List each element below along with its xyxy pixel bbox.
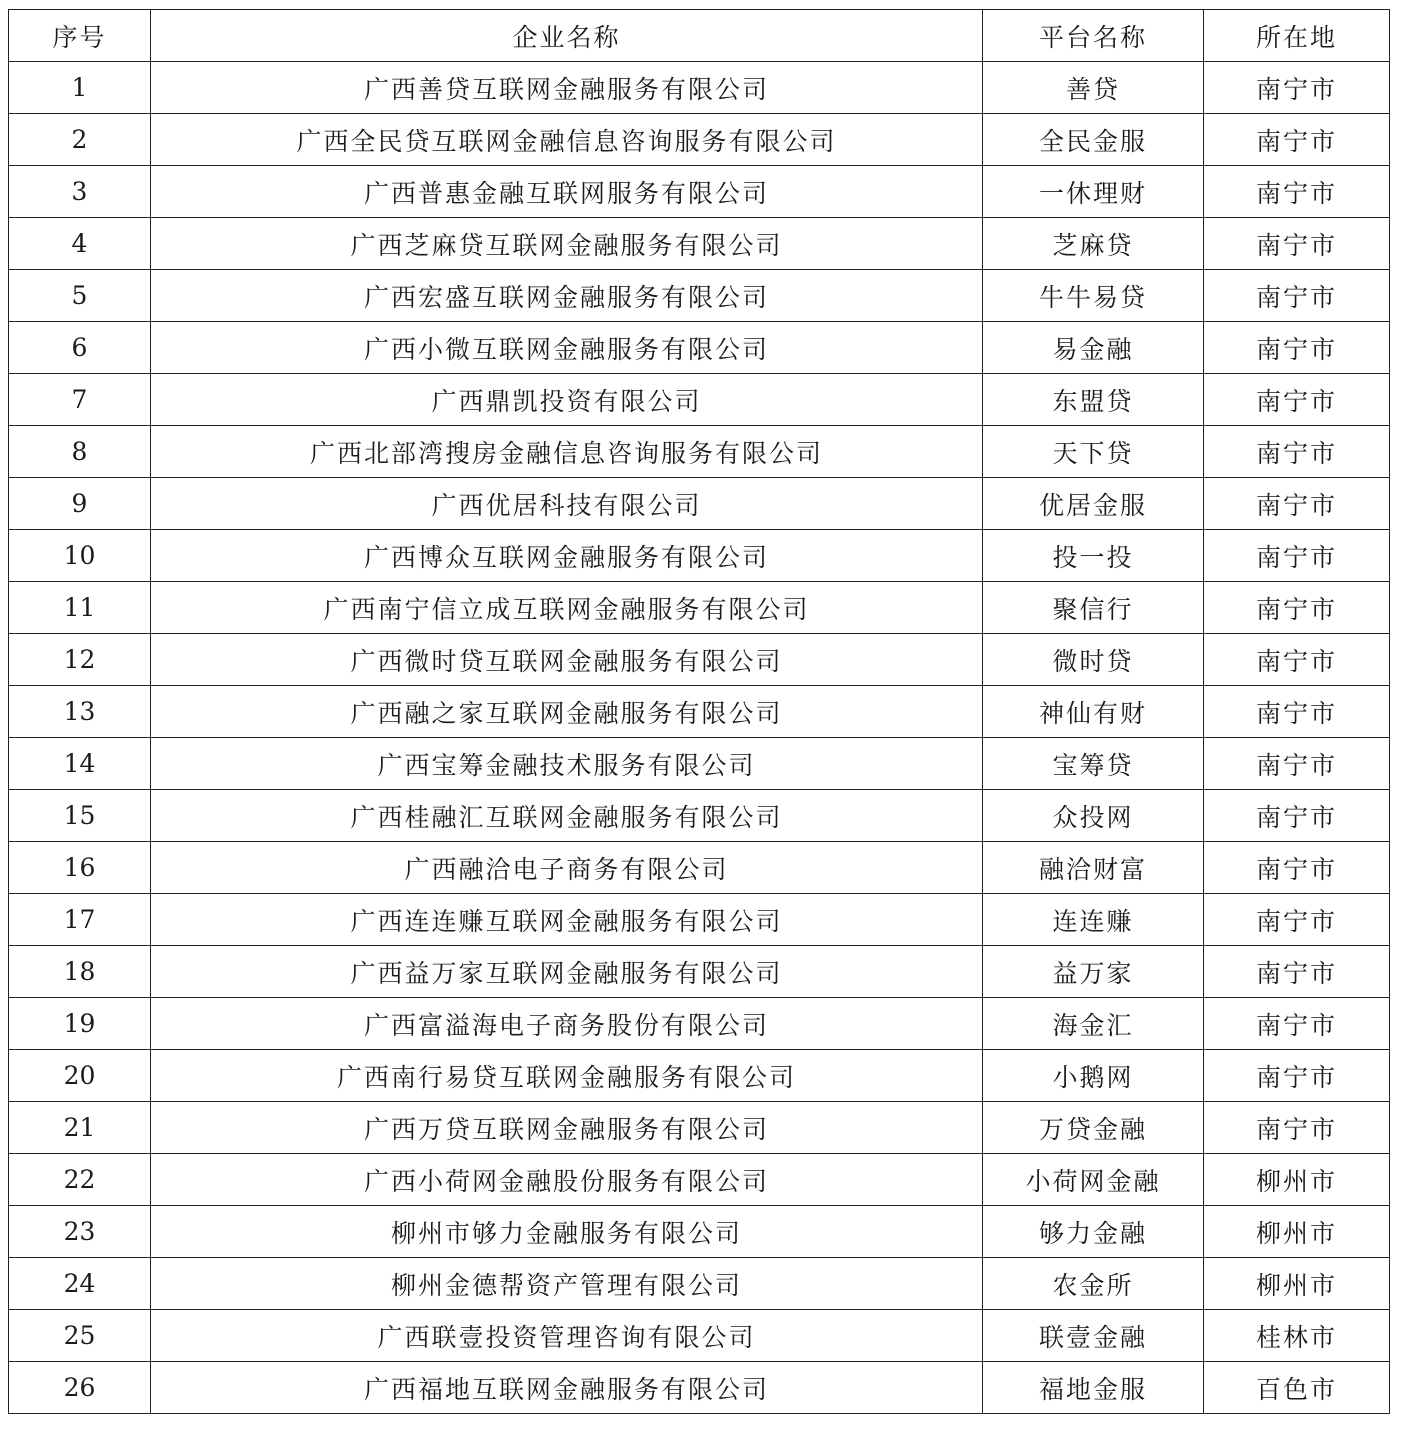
cell-platform-name: 万贷金融 (983, 1102, 1204, 1154)
table-row (9, 998, 1390, 1050)
table-row (9, 686, 1390, 738)
cell-platform-name: 众投网 (983, 790, 1204, 842)
cell-location: 南宁市 (1204, 582, 1390, 634)
cell-platform-name: 芝麻贷 (983, 218, 1204, 270)
table-row (9, 790, 1390, 842)
cell-no: 19 (9, 998, 151, 1050)
cell-platform-name: 全民金服 (983, 114, 1204, 166)
cell-company-name: 广西普惠金融互联网服务有限公司 (151, 166, 983, 218)
table-row (9, 166, 1390, 218)
table-row (9, 426, 1390, 478)
cell-company-name: 广西融之家互联网金融服务有限公司 (151, 686, 983, 738)
table-row (9, 946, 1390, 998)
cell-company-name: 广西万贷互联网金融服务有限公司 (151, 1102, 983, 1154)
table-row (9, 1050, 1390, 1102)
cell-platform-name: 天下贷 (983, 426, 1204, 478)
cell-company-name: 广西南宁信立成互联网金融服务有限公司 (151, 582, 983, 634)
table-row (9, 374, 1390, 426)
cell-no: 18 (9, 946, 151, 998)
cell-location: 南宁市 (1204, 114, 1390, 166)
table-row (9, 530, 1390, 582)
cell-no: 4 (9, 218, 151, 270)
cell-platform-name: 益万家 (983, 946, 1204, 998)
cell-no: 9 (9, 478, 151, 530)
cell-company-name: 广西鼎凯投资有限公司 (151, 374, 983, 426)
cell-location: 柳州市 (1204, 1154, 1390, 1206)
cell-no: 11 (9, 582, 151, 634)
cell-company-name: 广西宏盛互联网金融服务有限公司 (151, 270, 983, 322)
cell-location: 南宁市 (1204, 322, 1390, 374)
cell-location: 南宁市 (1204, 478, 1390, 530)
cell-location: 南宁市 (1204, 738, 1390, 790)
cell-no: 17 (9, 894, 151, 946)
cell-platform-name: 东盟贷 (983, 374, 1204, 426)
cell-location: 南宁市 (1204, 530, 1390, 582)
table-row (9, 322, 1390, 374)
cell-platform-name: 福地金服 (983, 1362, 1204, 1414)
cell-platform-name: 小荷网金融 (983, 1154, 1204, 1206)
cell-platform-name: 融洽财富 (983, 842, 1204, 894)
cell-location: 南宁市 (1204, 374, 1390, 426)
cell-company-name: 广西善贷互联网金融服务有限公司 (151, 62, 983, 114)
cell-company-name: 广西富溢海电子商务股份有限公司 (151, 998, 983, 1050)
company-platform-table (8, 9, 1390, 1414)
cell-location: 百色市 (1204, 1362, 1390, 1414)
table-row (9, 1102, 1390, 1154)
cell-company-name: 广西联壹投资管理咨询有限公司 (151, 1310, 983, 1362)
cell-platform-name: 微时贷 (983, 634, 1204, 686)
table-row (9, 842, 1390, 894)
cell-location: 南宁市 (1204, 894, 1390, 946)
cell-location: 南宁市 (1204, 1102, 1390, 1154)
table-row (9, 270, 1390, 322)
cell-company-name: 广西宝筹金融技术服务有限公司 (151, 738, 983, 790)
cell-platform-name: 善贷 (983, 62, 1204, 114)
cell-location: 南宁市 (1204, 426, 1390, 478)
table-row (9, 634, 1390, 686)
cell-location: 南宁市 (1204, 790, 1390, 842)
cell-company-name: 广西北部湾搜房金融信息咨询服务有限公司 (151, 426, 983, 478)
cell-company-name: 广西连连赚互联网金融服务有限公司 (151, 894, 983, 946)
cell-company-name: 广西小荷网金融股份服务有限公司 (151, 1154, 983, 1206)
cell-no: 2 (9, 114, 151, 166)
table-row (9, 114, 1390, 166)
cell-no: 15 (9, 790, 151, 842)
table-row (9, 478, 1390, 530)
cell-no: 26 (9, 1362, 151, 1414)
cell-no: 1 (9, 62, 151, 114)
cell-no: 8 (9, 426, 151, 478)
cell-location: 柳州市 (1204, 1258, 1390, 1310)
cell-platform-name: 宝筹贷 (983, 738, 1204, 790)
cell-location: 南宁市 (1204, 218, 1390, 270)
cell-location: 南宁市 (1204, 62, 1390, 114)
cell-company-name: 广西芝麻贷互联网金融服务有限公司 (151, 218, 983, 270)
cell-no: 13 (9, 686, 151, 738)
header-company: 企业名称 (151, 10, 983, 62)
cell-location: 南宁市 (1204, 270, 1390, 322)
cell-no: 12 (9, 634, 151, 686)
cell-company-name: 广西福地互联网金融服务有限公司 (151, 1362, 983, 1414)
cell-location: 南宁市 (1204, 634, 1390, 686)
cell-no: 21 (9, 1102, 151, 1154)
cell-platform-name: 够力金融 (983, 1206, 1204, 1258)
cell-company-name: 广西益万家互联网金融服务有限公司 (151, 946, 983, 998)
cell-platform-name: 海金汇 (983, 998, 1204, 1050)
cell-location: 南宁市 (1204, 842, 1390, 894)
cell-no: 7 (9, 374, 151, 426)
table-row (9, 1310, 1390, 1362)
cell-no: 24 (9, 1258, 151, 1310)
table-row (9, 1362, 1390, 1414)
cell-company-name: 柳州市够力金融服务有限公司 (151, 1206, 983, 1258)
table-row (9, 894, 1390, 946)
cell-platform-name: 神仙有财 (983, 686, 1204, 738)
cell-company-name: 柳州金德帮资产管理有限公司 (151, 1258, 983, 1310)
cell-company-name: 广西桂融汇互联网金融服务有限公司 (151, 790, 983, 842)
cell-location: 南宁市 (1204, 946, 1390, 998)
cell-platform-name: 投一投 (983, 530, 1204, 582)
cell-location: 南宁市 (1204, 686, 1390, 738)
cell-no: 14 (9, 738, 151, 790)
cell-platform-name: 一休理财 (983, 166, 1204, 218)
cell-platform-name: 联壹金融 (983, 1310, 1204, 1362)
cell-company-name: 广西优居科技有限公司 (151, 478, 983, 530)
cell-location: 柳州市 (1204, 1206, 1390, 1258)
cell-platform-name: 聚信行 (983, 582, 1204, 634)
cell-platform-name: 农金所 (983, 1258, 1204, 1310)
cell-location: 南宁市 (1204, 1050, 1390, 1102)
cell-location: 桂林市 (1204, 1310, 1390, 1362)
cell-company-name: 广西博众互联网金融服务有限公司 (151, 530, 983, 582)
cell-company-name: 广西全民贷互联网金融信息咨询服务有限公司 (151, 114, 983, 166)
header-location: 所在地 (1204, 10, 1390, 62)
table-body (9, 62, 1390, 1414)
cell-platform-name: 小鹅网 (983, 1050, 1204, 1102)
cell-location: 南宁市 (1204, 998, 1390, 1050)
table-row (9, 1258, 1390, 1310)
cell-platform-name: 易金融 (983, 322, 1204, 374)
cell-company-name: 广西微时贷互联网金融服务有限公司 (151, 634, 983, 686)
cell-platform-name: 优居金服 (983, 478, 1204, 530)
cell-no: 22 (9, 1154, 151, 1206)
cell-company-name: 广西融洽电子商务有限公司 (151, 842, 983, 894)
cell-no: 10 (9, 530, 151, 582)
table-row (9, 1154, 1390, 1206)
cell-platform-name: 牛牛易贷 (983, 270, 1204, 322)
table-row (9, 738, 1390, 790)
header-no: 序号 (9, 10, 151, 62)
cell-company-name: 广西小微互联网金融服务有限公司 (151, 322, 983, 374)
cell-no: 3 (9, 166, 151, 218)
cell-location: 南宁市 (1204, 166, 1390, 218)
table-header-row (9, 10, 1390, 62)
cell-no: 5 (9, 270, 151, 322)
cell-company-name: 广西南行易贷互联网金融服务有限公司 (151, 1050, 983, 1102)
header-platform: 平台名称 (983, 10, 1204, 62)
cell-no: 20 (9, 1050, 151, 1102)
cell-platform-name: 连连赚 (983, 894, 1204, 946)
cell-no: 23 (9, 1206, 151, 1258)
table-row (9, 62, 1390, 114)
table-row (9, 218, 1390, 270)
table-row (9, 1206, 1390, 1258)
cell-no: 25 (9, 1310, 151, 1362)
cell-no: 6 (9, 322, 151, 374)
table-row (9, 582, 1390, 634)
cell-no: 16 (9, 842, 151, 894)
